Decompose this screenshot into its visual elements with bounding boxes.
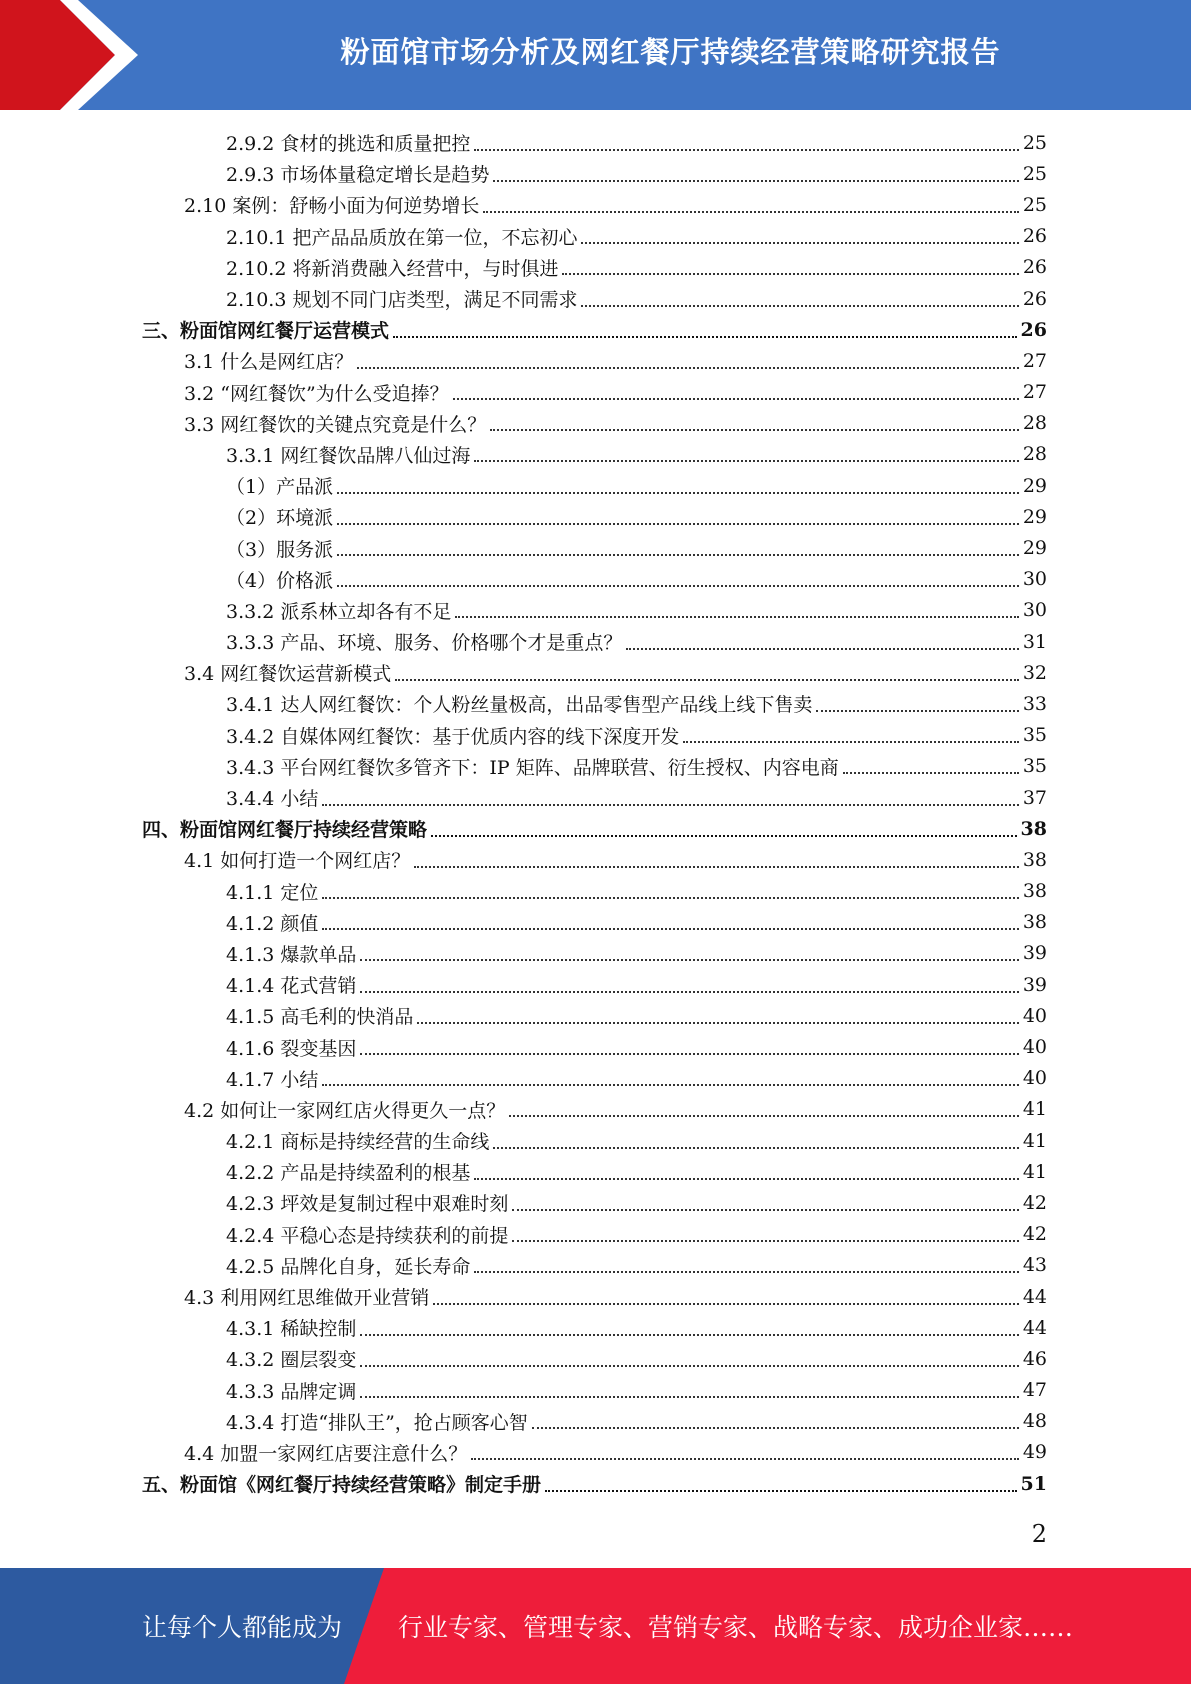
toc-entry-label: 3.3 网红餐饮的关键点究竟是什么？ bbox=[184, 413, 487, 436]
toc-dot-leader bbox=[395, 679, 1019, 681]
toc-dot-leader bbox=[337, 554, 1019, 556]
toc-entry-page: 51 bbox=[1020, 1472, 1047, 1495]
toc-entry-label: 2.10.3 规划不同门店类型，满足不同需求 bbox=[226, 289, 578, 312]
toc-entry-page: 44 bbox=[1022, 1285, 1047, 1308]
toc-entry-page: 28 bbox=[1022, 412, 1047, 435]
toc-entry[interactable] bbox=[0, 751, 1191, 782]
toc-dot-leader bbox=[490, 429, 1019, 431]
toc-dot-leader bbox=[493, 180, 1018, 182]
toc-entry[interactable] bbox=[0, 1156, 1191, 1187]
toc-chapter-entry[interactable] bbox=[0, 314, 1191, 345]
toc-entry-page: 26 bbox=[1022, 225, 1047, 248]
toc-entry-page: 29 bbox=[1022, 537, 1047, 560]
toc-entry-label: 2.9.3 市场体量稳定增长是趋势 bbox=[226, 164, 490, 187]
toc-entry-page: 33 bbox=[1022, 692, 1047, 715]
toc-entry[interactable] bbox=[0, 1343, 1191, 1374]
toc-entry[interactable] bbox=[0, 158, 1191, 189]
toc-entry[interactable] bbox=[0, 345, 1191, 376]
toc-entry-label: 4.1.7 小结 bbox=[226, 1068, 319, 1091]
toc-dot-leader bbox=[414, 866, 1019, 868]
toc-entry-page: 26 bbox=[1022, 256, 1047, 279]
toc-entry[interactable] bbox=[0, 127, 1191, 158]
toc-entry-page: 41 bbox=[1022, 1160, 1047, 1183]
toc-entry-label: （2）环境派 bbox=[226, 507, 334, 530]
toc-entry-label: 4.3.4 打造“排队王”，抢占顾客心智 bbox=[226, 1411, 528, 1434]
toc-entry-label: 4.3 利用网红思维做开业营销 bbox=[184, 1287, 430, 1310]
toc-entry-page: 41 bbox=[1022, 1098, 1047, 1121]
toc-entry[interactable] bbox=[0, 1125, 1191, 1156]
toc-entry-label: 三、粉面馆网红餐厅运营模式 bbox=[142, 320, 390, 343]
toc-entry[interactable] bbox=[0, 377, 1191, 408]
toc-dot-leader bbox=[337, 585, 1019, 587]
toc-entry-page: 28 bbox=[1022, 443, 1047, 466]
toc-entry-page: 42 bbox=[1022, 1223, 1047, 1246]
toc-entry[interactable] bbox=[0, 720, 1191, 751]
toc-entry-page: 41 bbox=[1022, 1129, 1047, 1152]
toc-entry[interactable] bbox=[0, 907, 1191, 938]
toc-entry-label: 3.4.3 平台网红餐饮多管齐下：IP 矩阵、品牌联营、衍生授权、内容电商 bbox=[226, 756, 839, 779]
toc-dot-leader bbox=[509, 1115, 1019, 1117]
toc-entry[interactable] bbox=[0, 1406, 1191, 1437]
toc-dot-leader bbox=[322, 928, 1018, 930]
toc-entry[interactable] bbox=[0, 564, 1191, 595]
header-arrow-decoration bbox=[0, 0, 170, 110]
toc-dot-leader bbox=[843, 772, 1019, 774]
toc-entry-page: 25 bbox=[1022, 162, 1047, 185]
toc-entry[interactable] bbox=[0, 1250, 1191, 1281]
toc-entry-page: 35 bbox=[1022, 724, 1047, 747]
toc-entry-label: 2.10.2 将新消费融入经营中，与时俱进 bbox=[226, 257, 559, 280]
toc-entry-label: 2.10 案例：舒畅小面为何逆势增长 bbox=[184, 195, 480, 218]
toc-entry-label: 3.3.3 产品、环境、服务、价格哪个才是重点？ bbox=[226, 632, 623, 655]
toc-entry-page: 25 bbox=[1022, 193, 1047, 216]
toc-entry-label: 4.1.3 爆款单品 bbox=[226, 943, 357, 966]
toc-entry[interactable] bbox=[0, 1281, 1191, 1312]
toc-dot-leader bbox=[626, 648, 1018, 650]
toc-entry[interactable] bbox=[0, 1219, 1191, 1250]
toc-entry-label: （1）产品派 bbox=[226, 476, 334, 499]
toc-dot-leader bbox=[474, 460, 1018, 462]
toc-entry[interactable] bbox=[0, 938, 1191, 969]
toc-dot-leader bbox=[483, 211, 1018, 213]
toc-entry-page: 29 bbox=[1022, 505, 1047, 528]
page-footer bbox=[0, 1568, 1191, 1684]
toc-entry[interactable] bbox=[0, 189, 1191, 220]
toc-dot-leader bbox=[322, 1084, 1018, 1086]
toc-entry-page: 30 bbox=[1022, 599, 1047, 622]
toc-entry[interactable] bbox=[0, 595, 1191, 626]
toc-entry-label: 4.4 加盟一家网红店要注意什么？ bbox=[184, 1442, 468, 1465]
footer-slogan-left: 让每个人都能成为 bbox=[142, 1613, 343, 1642]
toc-entry-page: 25 bbox=[1022, 131, 1047, 154]
toc-dot-leader bbox=[471, 1458, 1019, 1460]
toc-dot-leader bbox=[360, 959, 1018, 961]
toc-entry-label: 3.1 什么是网红店？ bbox=[184, 351, 354, 374]
toc-entry-label: 4.2.4 平稳心态是持续获利的前提 bbox=[226, 1224, 509, 1247]
toc-entry-label: 2.10.1 把产品品质放在第一位，不忘初心 bbox=[226, 226, 578, 249]
toc-entry-page: 37 bbox=[1022, 786, 1047, 809]
toc-entry-label: 3.3.2 派系林立却各有不足 bbox=[226, 600, 452, 623]
toc-entry-label: 3.4.4 小结 bbox=[226, 788, 319, 811]
toc-entry[interactable] bbox=[0, 1063, 1191, 1094]
toc-dot-leader bbox=[393, 336, 1017, 338]
toc-dot-leader bbox=[322, 897, 1018, 899]
toc-entry-label: 4.2.2 产品是持续盈利的根基 bbox=[226, 1162, 471, 1185]
toc-dot-leader bbox=[453, 398, 1019, 400]
toc-entry-page: 26 bbox=[1020, 318, 1047, 341]
toc-entry-page: 38 bbox=[1020, 817, 1047, 840]
toc-entry-label: 四、粉面馆网红餐厅持续经营策略 bbox=[142, 819, 428, 842]
toc-entry[interactable] bbox=[0, 1000, 1191, 1031]
toc-entry[interactable] bbox=[0, 1187, 1191, 1218]
toc-entry[interactable] bbox=[0, 876, 1191, 907]
toc-dot-leader bbox=[360, 1396, 1018, 1398]
toc-entry-page: 38 bbox=[1022, 911, 1047, 934]
toc-entry-label: 4.1.1 定位 bbox=[226, 881, 319, 904]
toc-entry-label: 4.1 如何打造一个网红店？ bbox=[184, 850, 411, 873]
toc-entry[interactable] bbox=[0, 501, 1191, 532]
report-title: 粉面馆市场分析及网红餐厅持续经营策略研究报告 bbox=[340, 34, 1001, 69]
toc-entry[interactable] bbox=[0, 532, 1191, 563]
toc-entry[interactable] bbox=[0, 1312, 1191, 1343]
toc-entry[interactable] bbox=[0, 283, 1191, 314]
toc-entry-label: 2.9.2 食材的挑选和质量把控 bbox=[226, 133, 471, 156]
toc-entry[interactable] bbox=[0, 688, 1191, 719]
toc-dot-leader bbox=[455, 616, 1018, 618]
toc-entry-label: 4.2 如何让一家网红店火得更久一点？ bbox=[184, 1099, 506, 1122]
footer-slogan-right: 行业专家、管理专家、营销专家、战略专家、成功企业家…… bbox=[398, 1613, 1074, 1642]
toc-entry[interactable] bbox=[0, 969, 1191, 1000]
toc-entry-label: 4.1.2 颜值 bbox=[226, 912, 319, 935]
toc-dot-leader bbox=[431, 835, 1017, 837]
toc-dot-leader bbox=[493, 1147, 1018, 1149]
toc-entry-page: 40 bbox=[1022, 1004, 1047, 1027]
toc-entry[interactable] bbox=[0, 221, 1191, 252]
toc-entry-page: 38 bbox=[1022, 880, 1047, 903]
toc-dot-leader bbox=[683, 741, 1018, 743]
toc-entry-page: 40 bbox=[1022, 1067, 1047, 1090]
toc-chapter-entry[interactable] bbox=[0, 1468, 1191, 1499]
toc-dot-leader bbox=[474, 1271, 1018, 1273]
toc-dot-leader bbox=[337, 523, 1019, 525]
page-number: 2 bbox=[1031, 1520, 1047, 1548]
toc-entry-label: 4.3.3 品牌定调 bbox=[226, 1380, 357, 1403]
toc-entry-page: 43 bbox=[1022, 1254, 1047, 1277]
toc-entry-label: 3.4.2 自媒体网红餐饮：基于优质内容的线下深度开发 bbox=[226, 725, 680, 748]
toc-entry-page: 35 bbox=[1022, 755, 1047, 778]
toc-entry-page: 44 bbox=[1022, 1316, 1047, 1339]
toc-entry-label: 五、粉面馆《网红餐厅持续经营策略》制定手册 bbox=[142, 1474, 542, 1497]
toc-dot-leader bbox=[474, 149, 1018, 151]
toc-entry-label: 3.4 网红餐饮运营新模式 bbox=[184, 663, 392, 686]
page-header bbox=[0, 0, 1191, 110]
toc-dot-leader bbox=[360, 1365, 1018, 1367]
toc-entry-page: 30 bbox=[1022, 568, 1047, 591]
toc-dot-leader bbox=[562, 273, 1018, 275]
toc-entry[interactable] bbox=[0, 470, 1191, 501]
toc-entry-label: 3.4.1 达人网红餐饮：个人粉丝量极高，出品零售型产品线上线下售卖 bbox=[226, 694, 813, 717]
toc-entry-page: 40 bbox=[1022, 1036, 1047, 1059]
toc-dot-leader bbox=[532, 1427, 1019, 1429]
toc-dot-leader bbox=[360, 1334, 1018, 1336]
toc-entry-label: 4.1.6 裂变基因 bbox=[226, 1037, 357, 1060]
toc-entry-page: 29 bbox=[1022, 474, 1047, 497]
toc-entry-page: 32 bbox=[1022, 661, 1047, 684]
toc-entry-page: 26 bbox=[1022, 287, 1047, 310]
toc-entry[interactable] bbox=[0, 1031, 1191, 1062]
toc-entry-page: 48 bbox=[1022, 1410, 1047, 1433]
toc-entry-label: （4）价格派 bbox=[226, 569, 334, 592]
toc-entry[interactable] bbox=[0, 844, 1191, 875]
toc-entry-label: 3.3.1 网红餐饮品牌八仙过海 bbox=[226, 444, 471, 467]
toc-entry-label: （3）服务派 bbox=[226, 538, 334, 561]
toc-dot-leader bbox=[512, 1240, 1018, 1242]
toc-entry-label: 4.1.4 花式营销 bbox=[226, 975, 357, 998]
toc-entry-page: 31 bbox=[1022, 630, 1047, 653]
toc-entry-page: 38 bbox=[1022, 848, 1047, 871]
toc-entry-page: 49 bbox=[1022, 1441, 1047, 1464]
toc-entry-page: 39 bbox=[1022, 973, 1047, 996]
toc-entry-page: 39 bbox=[1022, 942, 1047, 965]
toc-dot-leader bbox=[322, 804, 1018, 806]
toc-entry[interactable] bbox=[0, 1094, 1191, 1125]
toc-entry-label: 4.2.5 品牌化自身，延长寿命 bbox=[226, 1255, 471, 1278]
toc-entry-label: 4.3.1 稀缺控制 bbox=[226, 1318, 357, 1341]
toc-entry-page: 47 bbox=[1022, 1379, 1047, 1402]
toc-dot-leader bbox=[816, 710, 1018, 712]
toc-dot-leader bbox=[360, 991, 1018, 993]
toc-entry[interactable] bbox=[0, 1375, 1191, 1406]
toc-dot-leader bbox=[337, 492, 1019, 494]
toc-entry-label: 4.3.2 圈层裂变 bbox=[226, 1349, 357, 1372]
toc-entry-label: 4.1.5 高毛利的快消品 bbox=[226, 1006, 414, 1029]
toc-dot-leader bbox=[417, 1022, 1018, 1024]
toc-entry[interactable] bbox=[0, 439, 1191, 470]
toc-entry-label: 3.2 “网红餐饮”为什么受追捧？ bbox=[184, 382, 449, 405]
toc-entry[interactable] bbox=[0, 782, 1191, 813]
toc-chapter-entry[interactable] bbox=[0, 813, 1191, 844]
toc-entry-label: 4.2.1 商标是持续经营的生命线 bbox=[226, 1131, 490, 1154]
toc-dot-leader bbox=[474, 1178, 1018, 1180]
toc-dot-leader bbox=[545, 1490, 1017, 1492]
toc-entry-page: 27 bbox=[1022, 381, 1047, 404]
toc-entry[interactable] bbox=[0, 657, 1191, 688]
toc-entry[interactable] bbox=[0, 626, 1191, 657]
toc-dot-leader bbox=[433, 1303, 1019, 1305]
toc-entry-page: 42 bbox=[1022, 1191, 1047, 1214]
toc-dot-leader bbox=[360, 1053, 1018, 1055]
toc-entry-label: 4.2.3 坪效是复制过程中艰难时刻 bbox=[226, 1193, 509, 1216]
toc-entry[interactable] bbox=[0, 408, 1191, 439]
toc-dot-leader bbox=[581, 242, 1018, 244]
toc-entry[interactable] bbox=[0, 1437, 1191, 1468]
table-of-contents bbox=[0, 127, 1191, 1499]
toc-dot-leader bbox=[581, 305, 1018, 307]
toc-dot-leader bbox=[512, 1209, 1018, 1211]
toc-entry[interactable] bbox=[0, 252, 1191, 283]
toc-dot-leader bbox=[357, 367, 1019, 369]
toc-entry-page: 27 bbox=[1022, 349, 1047, 372]
toc-entry-page: 46 bbox=[1022, 1347, 1047, 1370]
